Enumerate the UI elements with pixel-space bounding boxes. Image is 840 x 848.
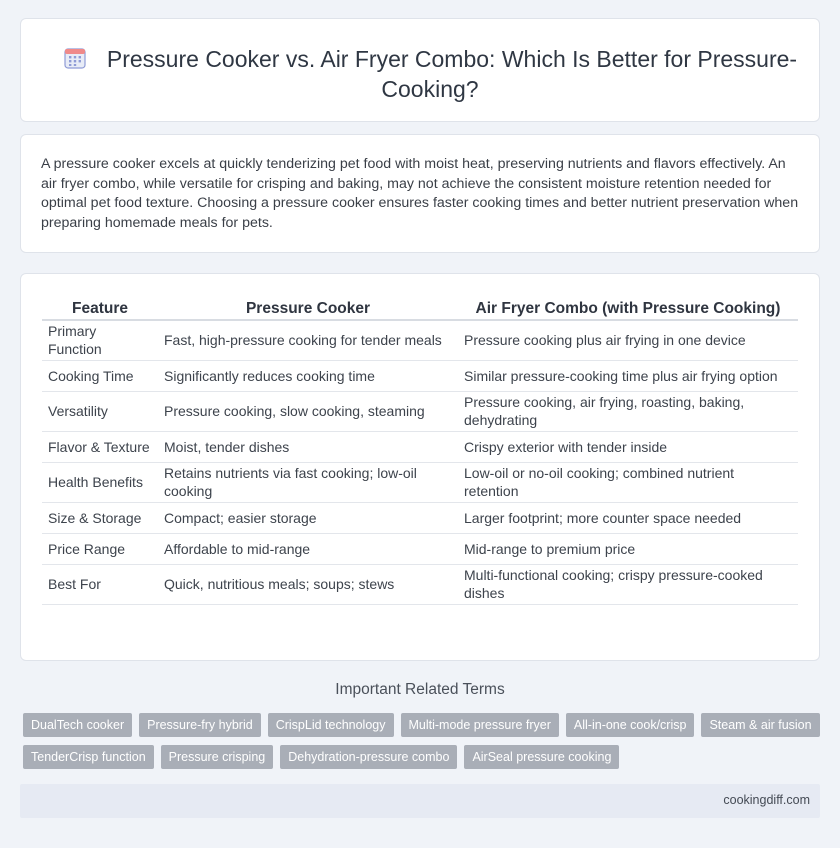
comparison-table: [42, 296, 798, 605]
intro-text: A pressure cooker excels at quickly tenderizing pet food with moist heat, preserving nutrients and flavors effectively. An air fryer combo, while versatile for crisping and baking, may not achieve the consistent moisture retention needed for optimal pet food texture. Choosing a pressure cooker ensures faster cooking times and better nutrient preservation when preparing homemade meals for pets.: [41, 156, 799, 231]
related-terms-title: Important Related Terms: [335, 681, 505, 698]
table-row: [42, 462, 798, 502]
comparison-table-card: [20, 273, 820, 661]
table-cell: Moist, tender dishes: [158, 431, 458, 462]
table-cell: Compact; easier storage: [158, 502, 458, 533]
column-header: Pressure Cooker: [158, 296, 458, 320]
table-cell: Retains nutrients via fast cooking; low-oil cooking: [158, 462, 458, 502]
table-cell: Low-oil or no-oil cooking; combined nutrient retention: [458, 462, 798, 502]
table-cell: Flavor & Texture: [42, 431, 158, 462]
page-title: [61, 44, 799, 104]
table-cell: Pressure cooking, air frying, roasting, baking, dehydrating: [458, 391, 798, 431]
table-cell: Larger footprint; more counter space needed: [458, 502, 798, 533]
table-cell: Primary Function: [42, 320, 158, 360]
table-cell: Size & Storage: [42, 502, 158, 533]
tag-link[interactable]: Steam & air fusion: [701, 713, 819, 737]
table-cell: Fast, high-pressure cooking for tender meals: [158, 320, 458, 360]
table-header-row: [42, 296, 798, 320]
table-row: [42, 502, 798, 533]
calendar-icon: [63, 46, 87, 70]
table-cell: Quick, nutritious meals; soups; stews: [158, 564, 458, 604]
related-terms-tags: [23, 713, 823, 777]
table-row: [42, 564, 798, 604]
table-row: [42, 391, 798, 431]
column-header: Air Fryer Combo (with Pressure Cooking): [458, 296, 798, 320]
table-row: [42, 533, 798, 564]
tag-link[interactable]: Pressure-fry hybrid: [139, 713, 261, 737]
table-cell: Pressure cooking plus air frying in one device: [458, 320, 798, 360]
table-cell: Multi-functional cooking; crispy pressure-cooked dishes: [458, 564, 798, 604]
column-header: Feature: [42, 296, 158, 320]
table-cell: Versatility: [42, 391, 158, 431]
tag-link[interactable]: Dehydration-pressure combo: [280, 745, 457, 769]
tag-link[interactable]: Pressure crisping: [161, 745, 274, 769]
header-card: [20, 18, 820, 122]
table-cell: Crispy exterior with tender inside: [458, 431, 798, 462]
table-row: [42, 320, 798, 360]
tag-link[interactable]: Multi-mode pressure fryer: [401, 713, 559, 737]
table-cell: Pressure cooking, slow cooking, steaming: [158, 391, 458, 431]
tag-link[interactable]: CrispLid technology: [268, 713, 394, 737]
tag-row: [23, 713, 823, 737]
footer-site-link[interactable]: cookingdiff.com: [723, 793, 810, 807]
footer: [20, 784, 820, 818]
table-row: [42, 431, 798, 462]
table-cell: Affordable to mid-range: [158, 533, 458, 564]
table-cell: Best For: [42, 564, 158, 604]
table-cell: Cooking Time: [42, 360, 158, 391]
table-cell: Similar pressure-cooking time plus air frying option: [458, 360, 798, 391]
tag-link[interactable]: AirSeal pressure cooking: [464, 745, 619, 769]
tag-row: [23, 745, 823, 769]
tag-link[interactable]: TenderCrisp function: [23, 745, 154, 769]
intro-card: [20, 134, 820, 253]
tag-link[interactable]: DualTech cooker: [23, 713, 132, 737]
table-row: [42, 360, 798, 391]
table-cell: Mid-range to premium price: [458, 533, 798, 564]
table-cell: Significantly reduces cooking time: [158, 360, 458, 391]
table-cell: Price Range: [42, 533, 158, 564]
tag-link[interactable]: All-in-one cook/crisp: [566, 713, 695, 737]
table-cell: Health Benefits: [42, 462, 158, 502]
page-title-text: Pressure Cooker vs. Air Fryer Combo: Which Is Better for Pressure-Cooking?: [106, 46, 798, 102]
